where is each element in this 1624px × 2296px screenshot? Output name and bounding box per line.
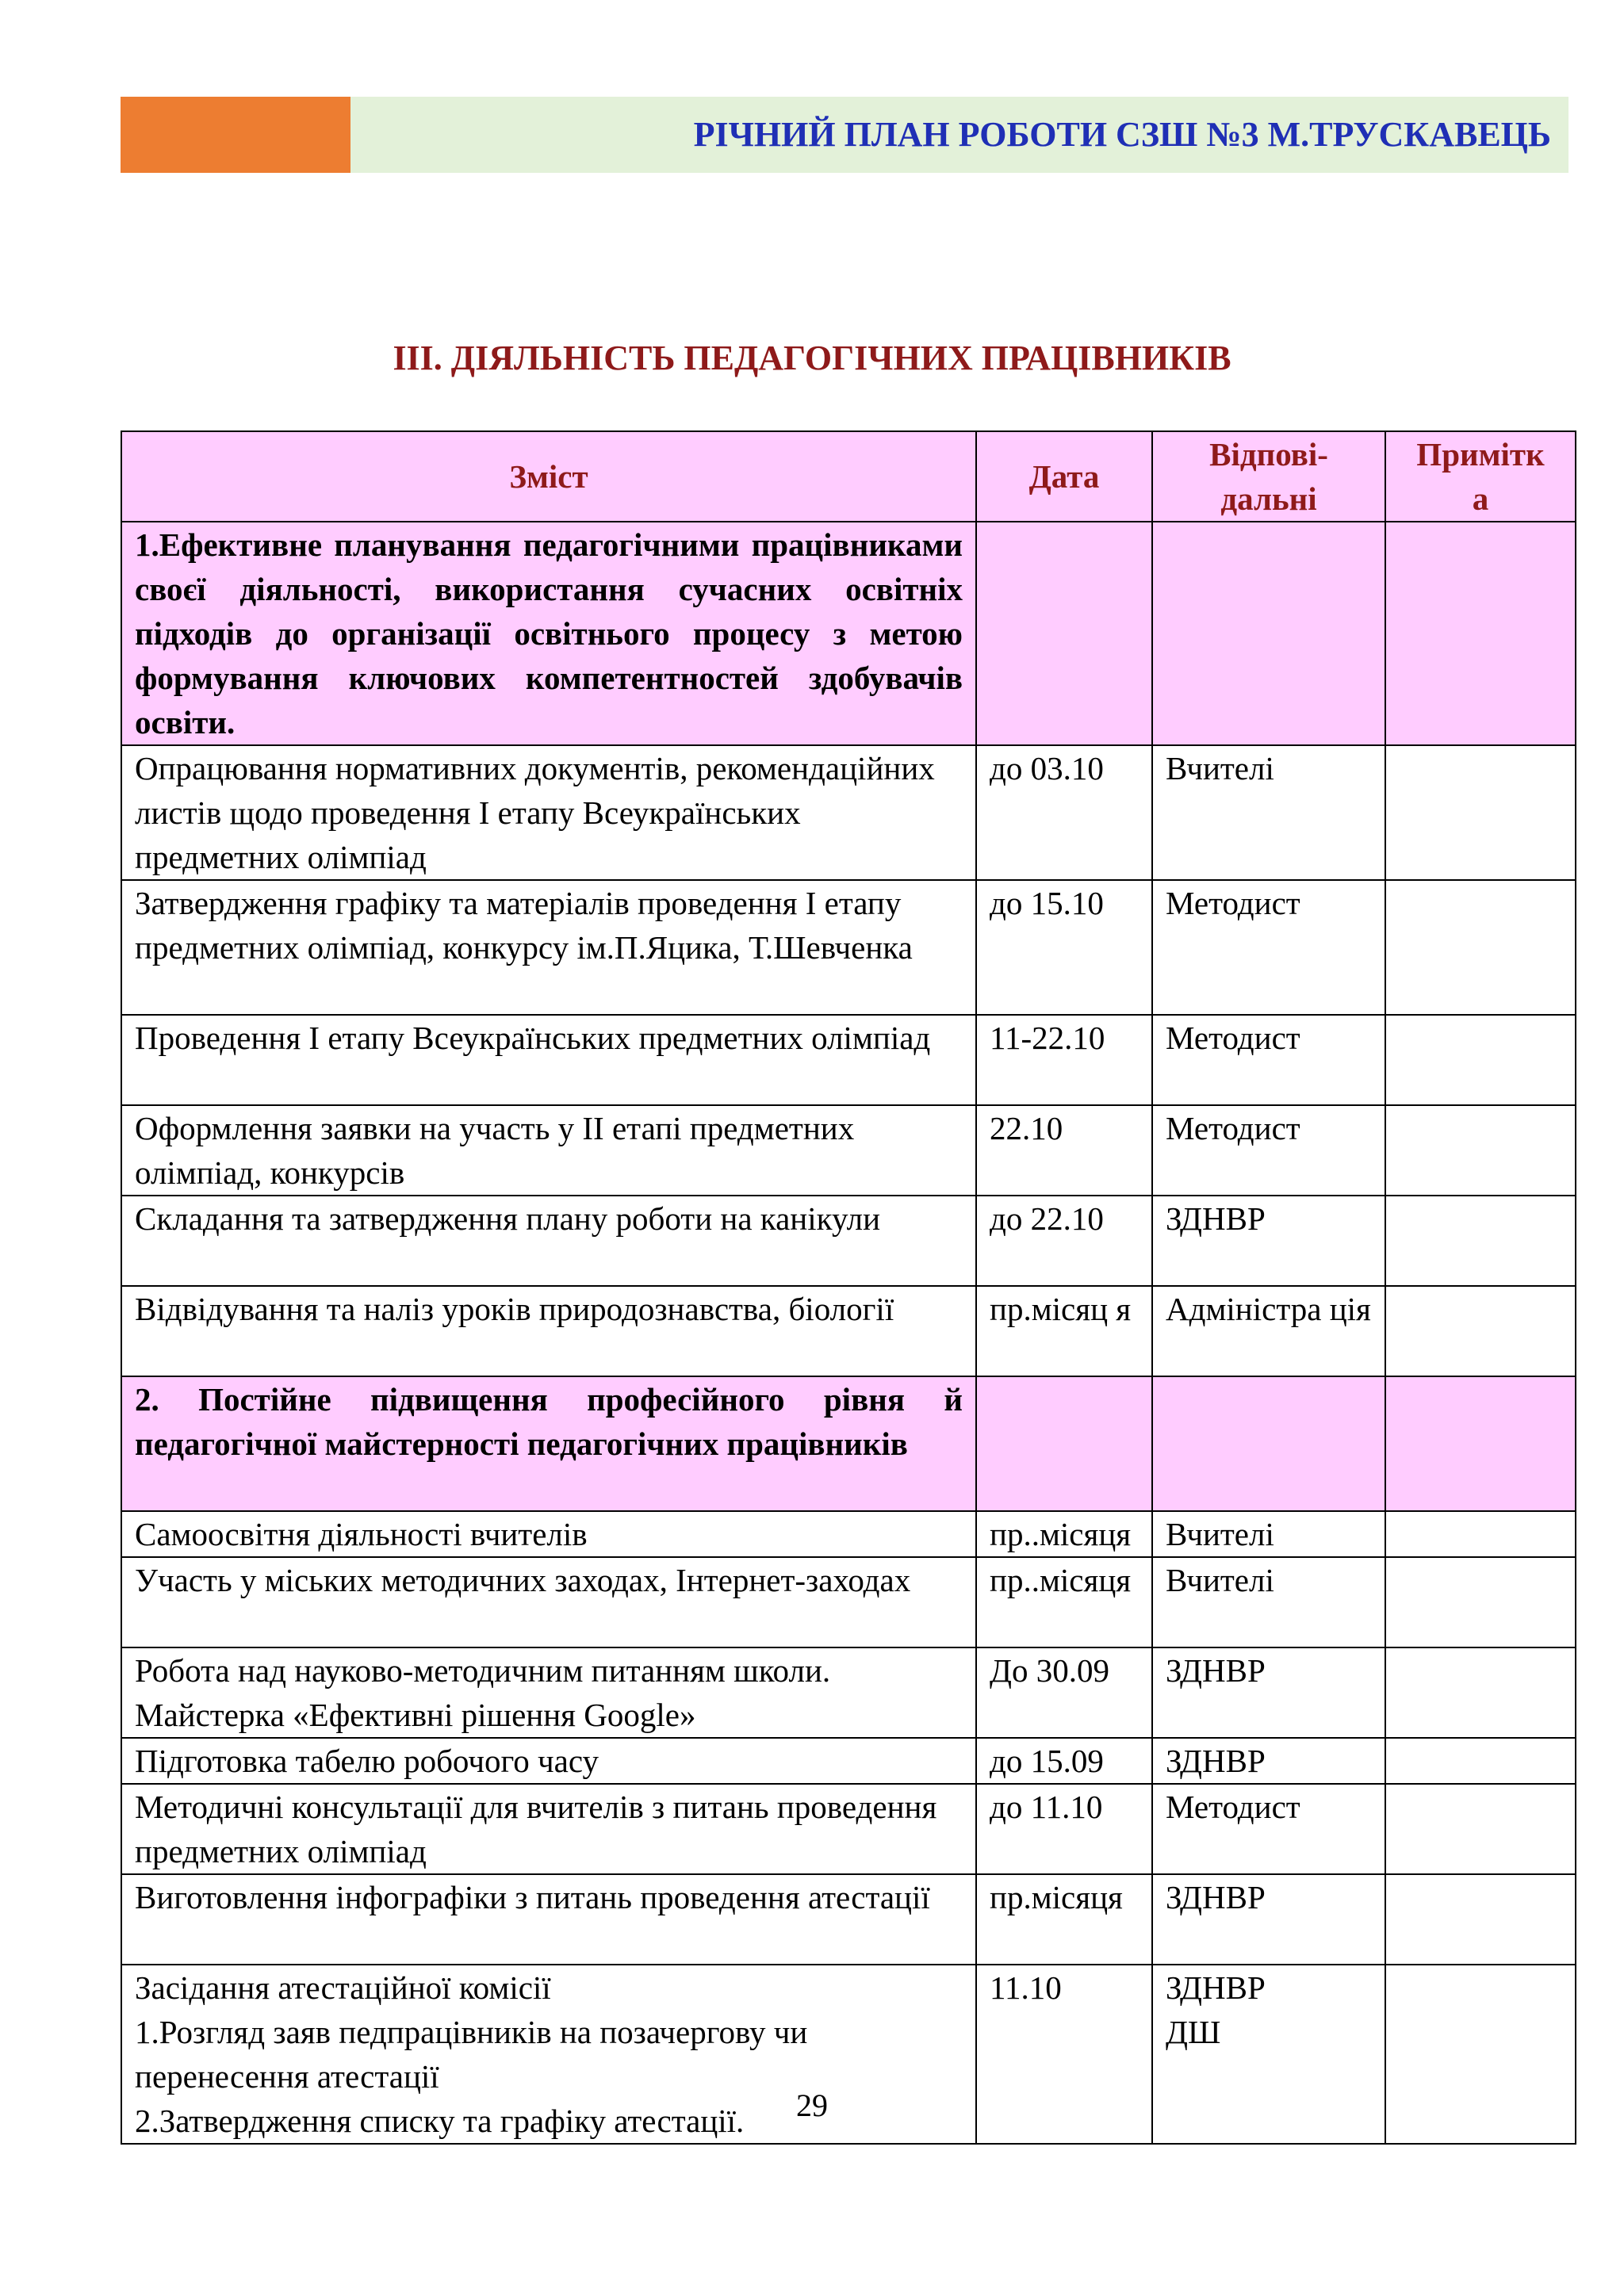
row-note	[1385, 745, 1576, 880]
page-header	[121, 97, 1568, 173]
row-note	[1385, 1784, 1576, 1874]
row-responsible: ЗДНВР	[1152, 1738, 1385, 1784]
table-row	[121, 1647, 1576, 1738]
row-note	[1385, 1647, 1576, 1738]
row-note	[1385, 1511, 1576, 1557]
row-date: до 11.10	[976, 1784, 1152, 1874]
table-row	[121, 1015, 1576, 1105]
header-note: Примітк а	[1385, 431, 1576, 522]
row-date: до 15.10	[976, 880, 1152, 1015]
row-date: до 22.10	[976, 1196, 1152, 1286]
section-title: ІІІ. ДІЯЛЬНІСТЬ ПЕДАГОГІЧНИХ ПРАЦІВНИКІВ	[393, 339, 1231, 377]
section-title-cell: 2. Постійне підвищення професійного рівня й педагогічної майстерності педагогічних працівників	[121, 1376, 976, 1511]
row-date: пр..місяця	[976, 1557, 1152, 1647]
row-responsible: Вчителі	[1152, 1511, 1385, 1557]
section-title-cell: 1.Ефективне планування педагогічними працівниками своєї діяльності, використання сучасних освітніх підходів до організації освітнього процесу з метою формування ключових компетентностей здобувачів освіти.	[121, 522, 976, 745]
row-responsible: ЗДНВР	[1152, 1874, 1385, 1965]
row-responsible: Методист	[1152, 1015, 1385, 1105]
table-row	[121, 1511, 1576, 1557]
header-content: Зміст	[121, 431, 976, 522]
header-responsible: Відпові- дальні	[1152, 431, 1385, 522]
row-content: Засідання атестаційної комісії 1.Розгляд заяв педпрацівників на позачергову чи перенесення атестації 2.Затвердження списку та графіку атестації.	[121, 1965, 976, 2144]
header-accent-block	[121, 97, 350, 173]
table-row	[121, 1784, 1576, 1874]
row-note	[1385, 1015, 1576, 1105]
row-content: Відвідування та наліз уроків природознавства, біології	[121, 1286, 976, 1376]
table-row	[121, 1105, 1576, 1196]
page-number: 29	[796, 2087, 828, 2123]
row-note	[1385, 1874, 1576, 1965]
row-date: До 30.09	[976, 1647, 1152, 1738]
row-content: Виготовлення інфографіки з питань проведення атестації	[121, 1874, 976, 1965]
row-content: Складання та затвердження плану роботи на канікули	[121, 1196, 976, 1286]
header-title: РІЧНИЙ ПЛАН РОБОТИ СЗШ №3 М.ТРУСКАВЕЦЬ	[693, 115, 1551, 154]
row-note	[1385, 880, 1576, 1015]
row-responsible: ЗДНВР ДШ	[1152, 1965, 1385, 2144]
row-date: пр.місяц я	[976, 1286, 1152, 1376]
row-date: 22.10	[976, 1105, 1152, 1196]
row-responsible: Методист	[1152, 880, 1385, 1015]
row-responsible: Методист	[1152, 1784, 1385, 1874]
row-date: пр..місяця	[976, 1511, 1152, 1557]
row-content: Методичні консультації для вчителів з питань проведення предметних олімпіад	[121, 1784, 976, 1874]
table-row	[121, 1557, 1576, 1647]
row-responsible: Адміністра ція	[1152, 1286, 1385, 1376]
row-responsible: Вчителі	[1152, 745, 1385, 880]
section-row	[121, 522, 1576, 745]
row-date: до 03.10	[976, 745, 1152, 880]
row-note	[1385, 1557, 1576, 1647]
row-responsible: ЗДНВР	[1152, 1196, 1385, 1286]
row-date: до 15.09	[976, 1738, 1152, 1784]
table-row	[121, 1874, 1576, 1965]
row-content: Участь у міських методичних заходах, Інтернет-заходах	[121, 1557, 976, 1647]
row-content: Оформлення заявки на участь у ІІ етапі предметних олімпіад, конкурсів	[121, 1105, 976, 1196]
row-content: Самоосвітня діяльності вчителів	[121, 1511, 976, 1557]
table-row	[121, 745, 1576, 880]
row-responsible: Вчителі	[1152, 1557, 1385, 1647]
table-row	[121, 1738, 1576, 1784]
row-note	[1385, 1196, 1576, 1286]
section-row	[121, 1376, 1576, 1511]
row-content: Затвердження графіку та матеріалів проведення І етапу предметних олімпіад, конкурсу ім.П.Яцика, Т.Шевченка	[121, 880, 976, 1015]
row-date: 11-22.10	[976, 1015, 1152, 1105]
row-content: Підготовка табелю робочого часу	[121, 1738, 976, 1784]
row-content: Проведення І етапу Всеукраїнських предметних олімпіад	[121, 1015, 976, 1105]
table-row	[121, 1196, 1576, 1286]
row-content: Робота над науково-методичним питанням школи. Майстерка «Ефективні рішення Google»	[121, 1647, 976, 1738]
row-content: Опрацювання нормативних документів, рекомендаційних листів щодо проведення І етапу Всеукраїнських предметних олімпіад	[121, 745, 976, 880]
table-header-row	[121, 431, 1576, 522]
row-note	[1385, 1738, 1576, 1784]
header-date: Дата	[976, 431, 1152, 522]
activity-table	[121, 430, 1576, 2145]
row-note	[1385, 1286, 1576, 1376]
row-date: пр.місяця	[976, 1874, 1152, 1965]
table-row	[121, 880, 1576, 1015]
row-responsible: Методист	[1152, 1105, 1385, 1196]
row-note	[1385, 1105, 1576, 1196]
row-responsible: ЗДНВР	[1152, 1647, 1385, 1738]
table-row	[121, 1286, 1576, 1376]
row-date: 11.10	[976, 1965, 1152, 2144]
